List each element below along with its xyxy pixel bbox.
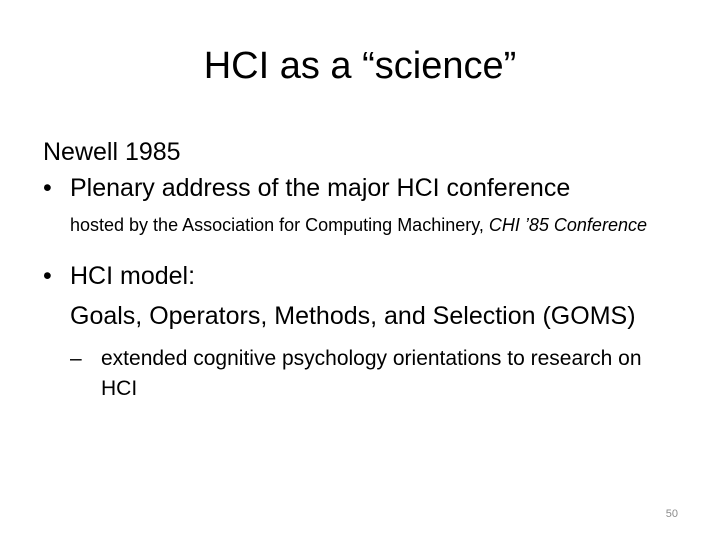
bullet-hci-model bbox=[43, 258, 683, 294]
section-heading: Newell 1985 bbox=[43, 138, 181, 166]
bullet-hci-model-continuation: Goals, Operators, Methods, and Selection (GOMS) bbox=[70, 302, 636, 330]
detail-text: hosted by the Association for Computing Machinery, bbox=[70, 215, 489, 235]
detail-italic-text: CHI ’85 Conference bbox=[488, 215, 647, 235]
bullet-text: Plenary address of the major HCI conference bbox=[70, 174, 571, 202]
subpoint-cognitive bbox=[43, 344, 683, 404]
subpoint-text: extended cognitive psychology orientations to research on HCI bbox=[101, 347, 642, 400]
bullet-marker: • bbox=[43, 262, 52, 290]
slide-title: HCI as a “science” bbox=[203, 45, 517, 87]
page-number: 50 bbox=[665, 508, 678, 520]
slide-body bbox=[43, 134, 683, 404]
bullet-text: HCI model: bbox=[70, 262, 196, 290]
bullet-marker: • bbox=[43, 174, 52, 202]
dash-marker: – bbox=[70, 347, 82, 370]
bullet-plenary-detail bbox=[43, 212, 683, 238]
bullet-plenary bbox=[43, 170, 683, 206]
